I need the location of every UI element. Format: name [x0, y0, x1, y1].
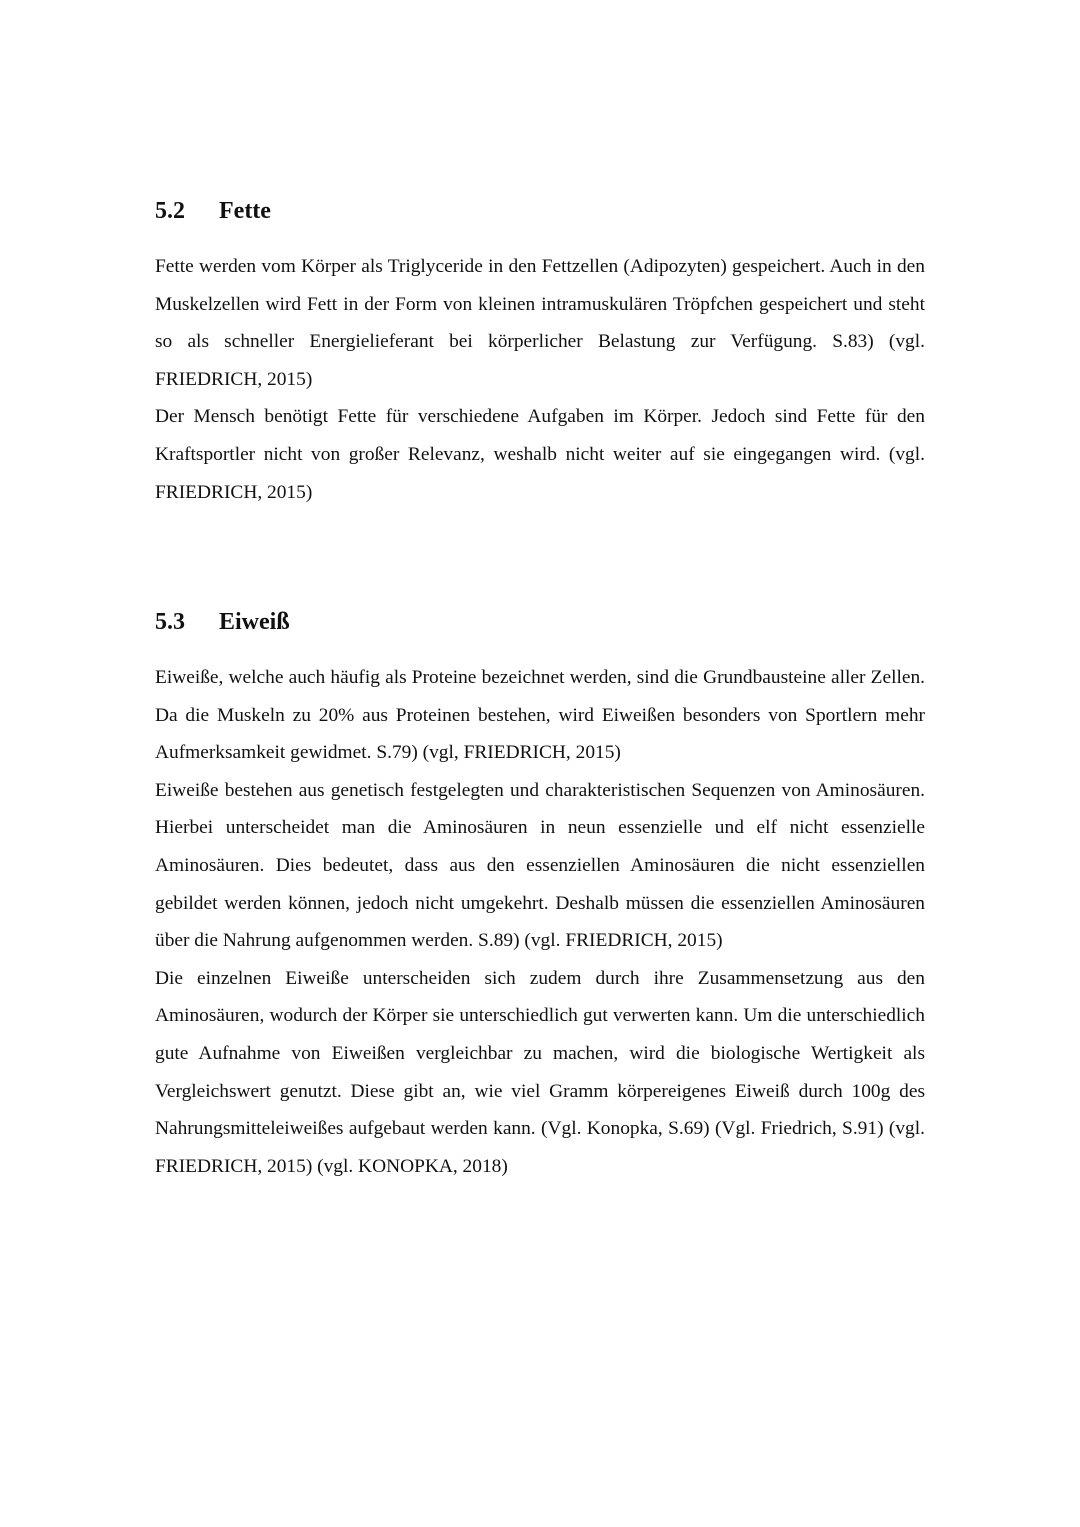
section-body	[155, 659, 925, 1185]
paragraph: Fette werden vom Körper als Triglyceride in den Fettzellen (Adipozyten) gespeichert. Auch in den Muskelzellen wird Fett in der Form von kleinen intramuskulären Tröpfchen gespeichert und steht so als schneller Energielieferant bei körperlicher Belastung zur Verfügung. S.83) (vgl. FRIEDRICH, 2015)	[155, 256, 925, 390]
section-eiweiss	[155, 604, 925, 1185]
paragraph: Der Mensch benötigt Fette für verschiedene Aufgaben im Körper. Jedoch sind Fette für den Kraftsportler nicht von großer Relevanz, weshalb nicht weiter auf sie eingegangen wird. (vgl. FRIEDRICH, 2015)	[155, 406, 925, 503]
section-heading	[155, 193, 925, 229]
section-number: 5.3	[155, 609, 185, 635]
paragraph: Die einzelnen Eiweiße unterscheiden sich zudem durch ihre Zusammensetzung aus den Aminosäuren, wodurch der Körper sie unterschiedlich gut verwerten kann. Um die unterschiedlich gute Aufnahme von Eiweißen vergleichbar zu machen, wird die biologische Wertigkeit als Vergleichswert genutzt. Diese gibt an, wie viel Gramm körpereigenes Eiweiß durch 100g des Nahrungsmitteleiweißes aufgebaut werden kann. (Vgl. Konopka, S.69) (Vgl. Friedrich, S.91) (vgl. FRIEDRICH, 2015) (vgl. KONOPKA, 2018)	[155, 967, 925, 1177]
paragraph: Eiweiße bestehen aus genetisch festgelegten und charakteristischen Sequenzen von Aminosäuren. Hierbei unterscheidet man die Aminosäuren in neun essenzielle und elf nicht essenzielle Aminosäuren. Dies bedeutet, dass aus den essenziellen Aminosäuren die nicht essenziellen gebildet werden können, jedoch nicht umgekehrt. Deshalb müssen die essenziellen Aminosäuren über die Nahrung aufgenommen werden. S.89) (vgl. FRIEDRICH, 2015)	[155, 779, 925, 952]
section-title: Eiweiß	[219, 609, 290, 635]
paragraph: Eiweiße, welche auch häufig als Proteine bezeichnet werden, sind die Grundbausteine aller Zellen. Da die Muskeln zu 20% aus Proteinen bestehen, wird Eiweißen besonders von Sportlern mehr Aufmerksamkeit gewidmet. S.79) (vgl, FRIEDRICH, 2015)	[155, 667, 925, 764]
section-fette	[155, 193, 925, 511]
section-body	[155, 248, 925, 511]
section-title: Fette	[219, 198, 271, 224]
section-heading	[155, 604, 925, 640]
section-number: 5.2	[155, 198, 185, 224]
